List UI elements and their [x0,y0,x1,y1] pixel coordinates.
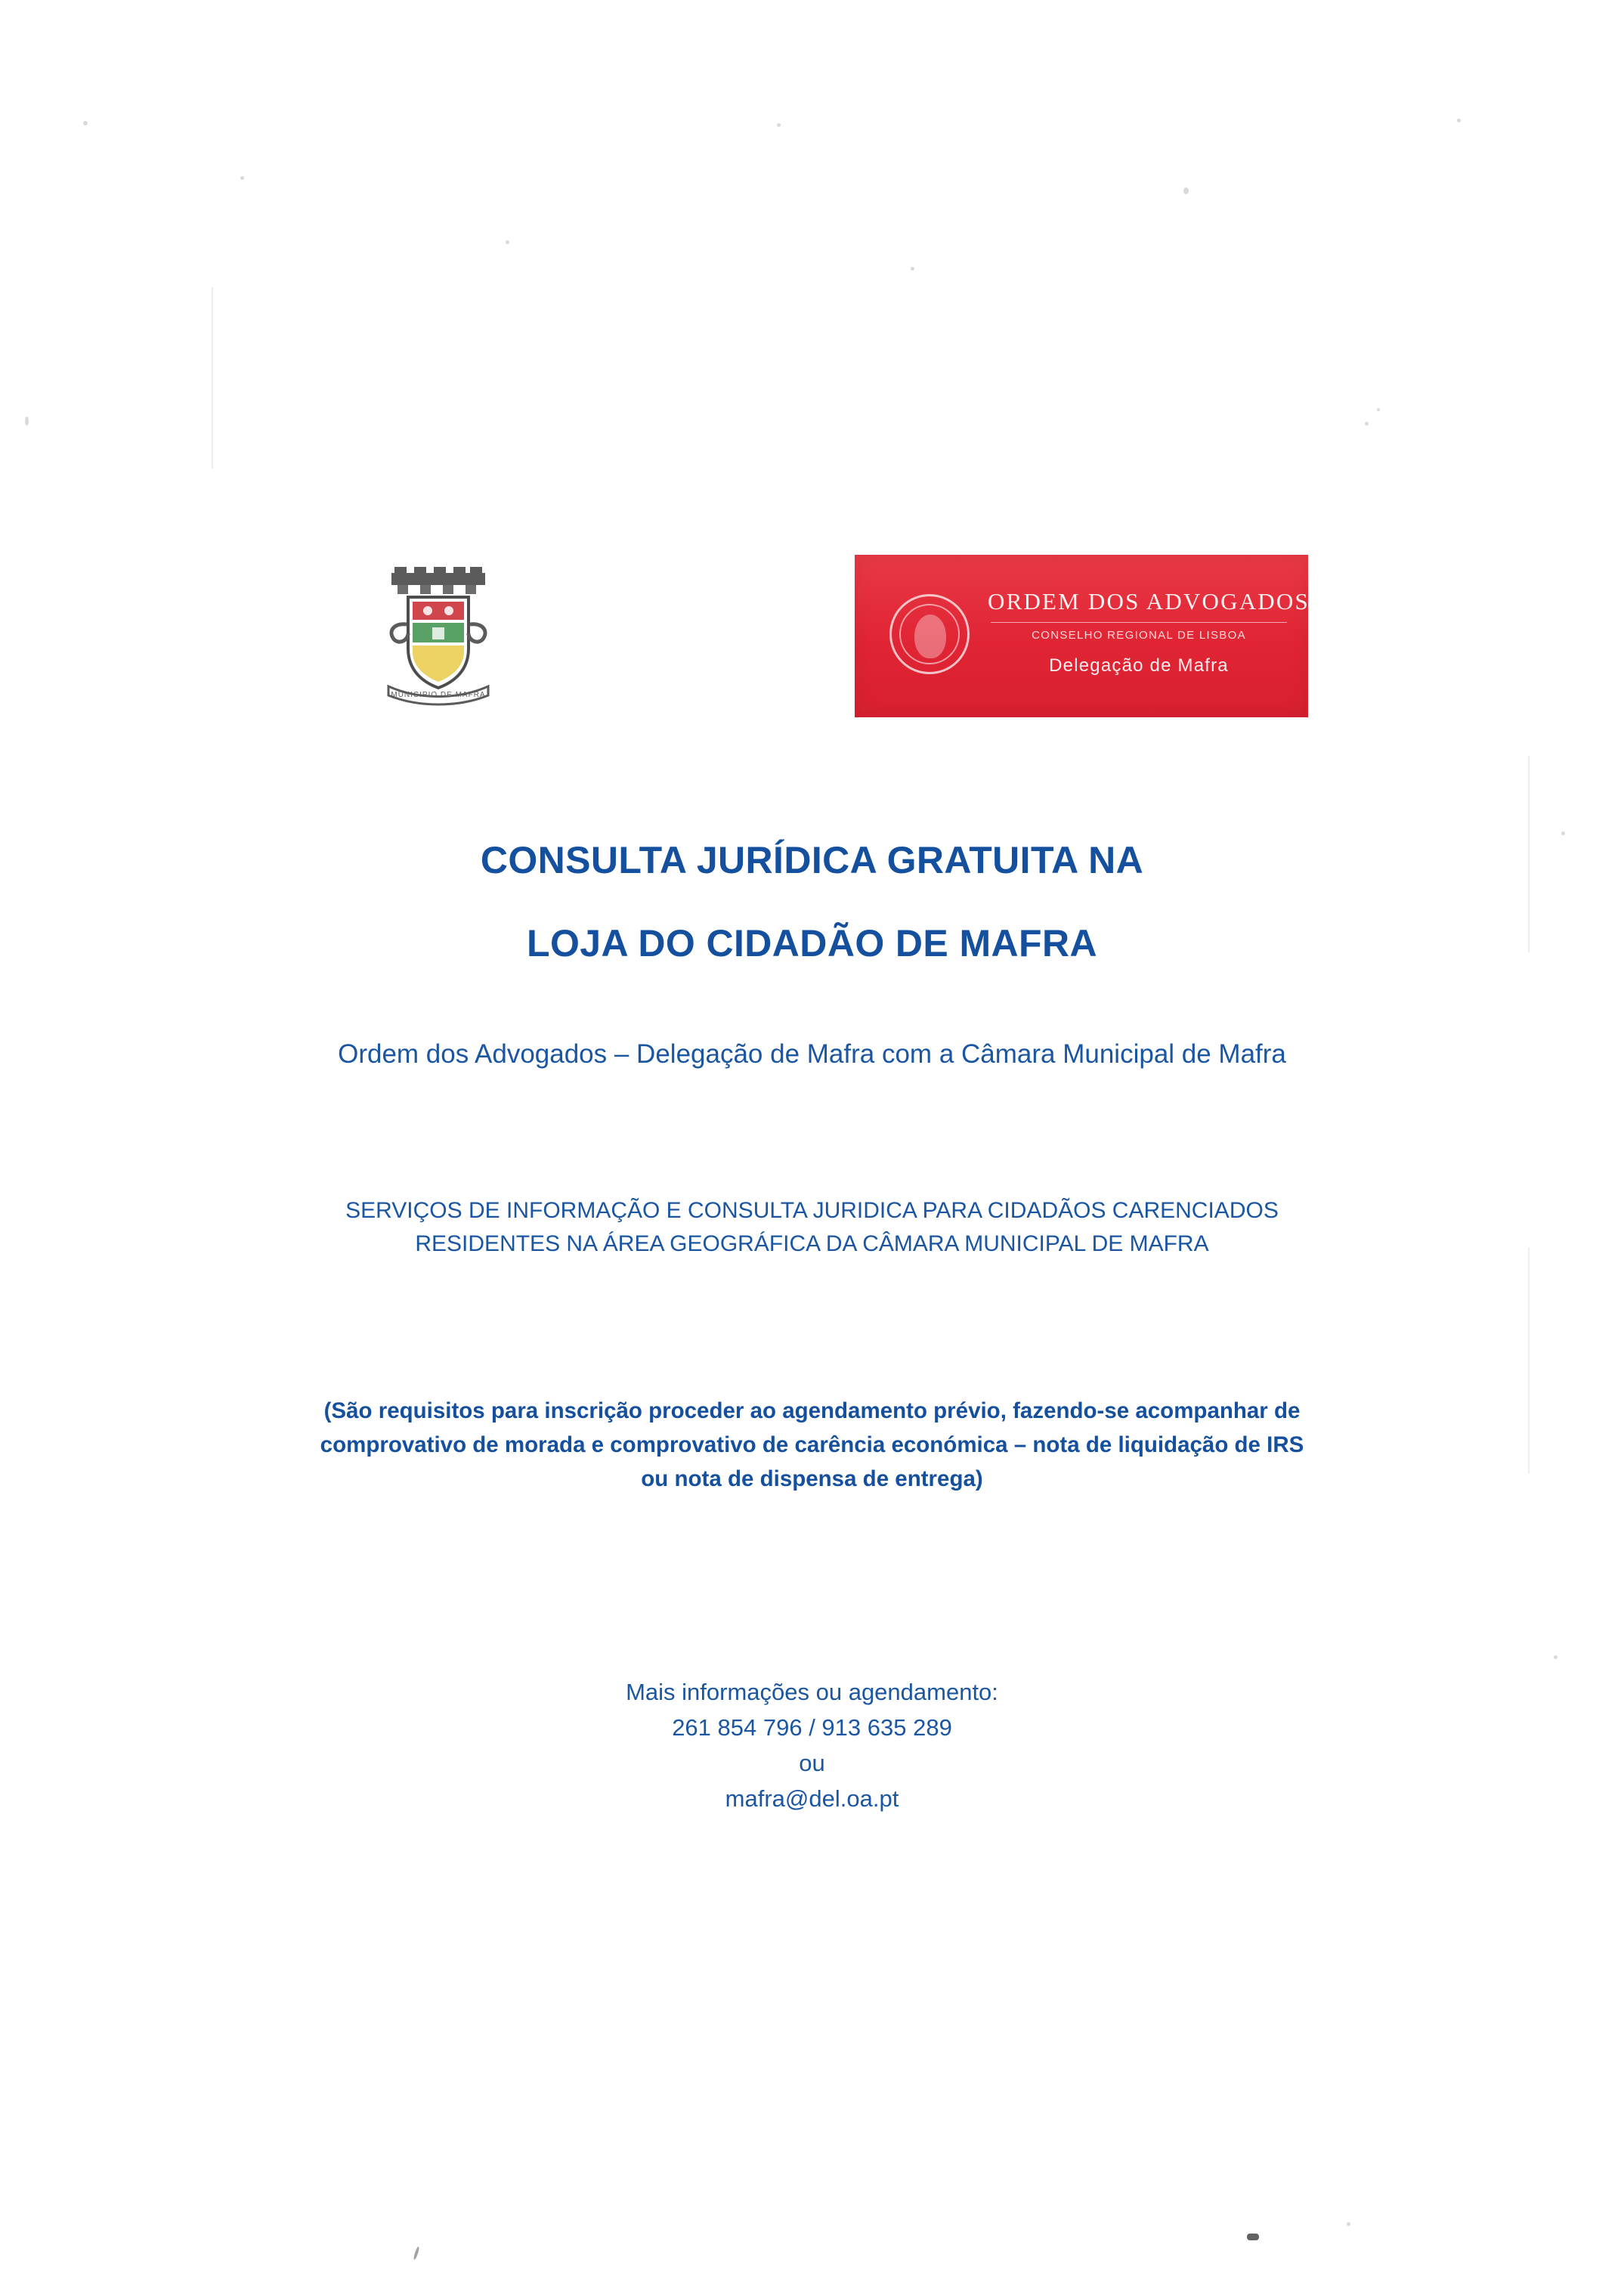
contact-phones: 261 854 796 / 913 635 289 [672,1714,952,1741]
scan-artifact [1554,1655,1557,1659]
svg-text:MUNICIPIO DE MAFRA: MUNICIPIO DE MAFRA [391,691,486,699]
oa-title: ORDEM DOS ADVOGADOS [988,588,1310,615]
scan-artifact [1365,422,1369,426]
contact-separator: ou [799,1750,825,1777]
requirements-paragraph: (São requisitos para inscrição proceder ao agendamento prévio, fazendo-se acompanhar de comprovativo de morada e comprovativo de carência económica – nota de liquidação de IRS ou nota de dispensa de entrega) [320,1398,1304,1491]
ordem-dos-advogados-banner [855,555,1308,717]
scan-artifact [1347,2222,1350,2226]
oa-subtitle: CONSELHO REGIONAL DE LISBOA [1032,629,1246,642]
scan-artifact [1183,187,1189,194]
scan-artifact [1247,2234,1259,2240]
page-subtitle: Ordem dos Advogados – Delegação de Mafra com a Câmara Municipal de Mafra [338,1039,1286,1069]
scan-artifact [1561,831,1565,835]
oa-divider [991,622,1287,623]
scan-artifact [413,2246,419,2260]
page-title-line-1: CONSULTA JURÍDICA GRATUITA NA [480,839,1144,881]
scan-artifact [777,123,781,127]
scan-artifact [506,240,509,244]
scan-artifact [1528,1247,1530,1474]
scan-artifact [1457,119,1461,122]
scan-artifact [240,176,244,180]
ordem-dos-advogados-seal-icon [889,594,970,674]
contact-block [359,1674,1266,1816]
municipal-coat-of-arms-icon [378,567,499,703]
contact-heading: Mais informações ou agendamento: [626,1679,998,1705]
scan-artifact [1377,408,1380,411]
scan-artifact [212,287,213,469]
scan-artifact [25,416,29,426]
scan-artifact [83,121,88,125]
service-scope-paragraph: SERVIÇOS DE INFORMAÇÃO E CONSULTA JURIDICA PARA CIDADÃOS CARENCIADOS RESIDENTES NA ÁREA GEOGRÁFICA DA CÂMARA MUNICIPAL DE MAFRA [345,1198,1279,1257]
scan-artifact [1528,756,1530,952]
scan-artifact [911,267,914,271]
contact-email: mafra@del.oa.pt [725,1785,899,1813]
oa-delegation: Delegação de Mafra [1049,655,1229,676]
page-title-line-2: LOJA DO CIDADÃO DE MAFRA [527,922,1097,964]
page-title [246,841,1379,962]
